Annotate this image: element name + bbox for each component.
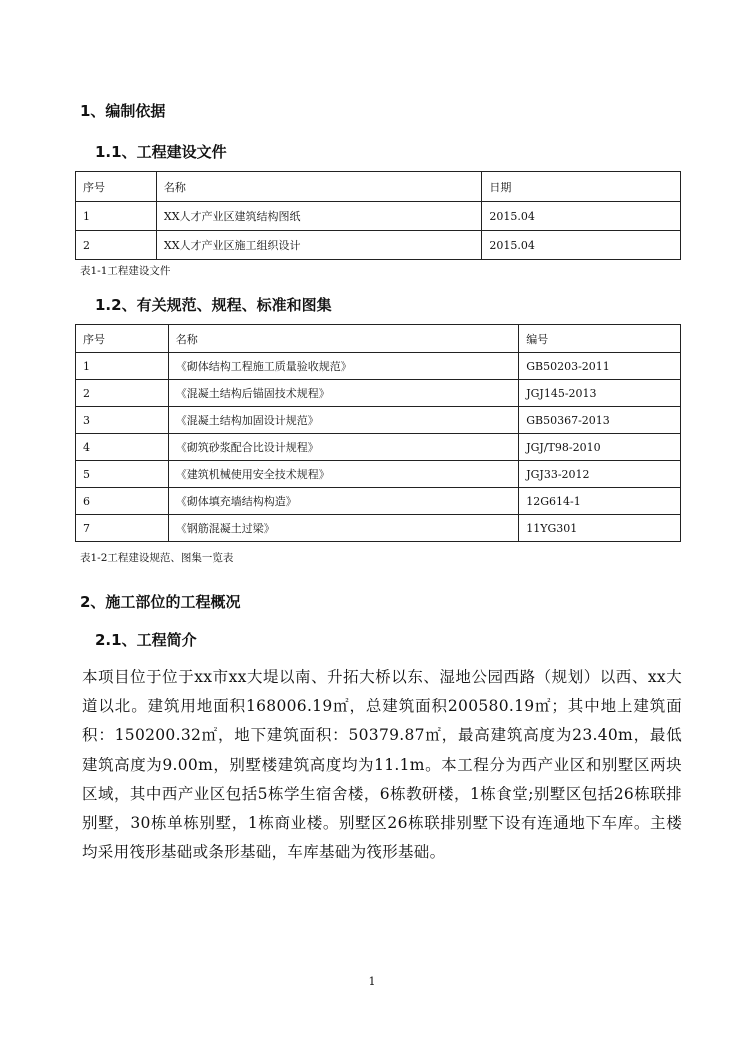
table-cell: 2 bbox=[76, 231, 157, 260]
table-cell: XX人才产业区建筑结构图纸 bbox=[156, 202, 482, 231]
table-cell: JGJ/T98-2010 bbox=[519, 434, 681, 461]
header-cell: 编号 bbox=[519, 325, 681, 353]
table-cell: 6 bbox=[76, 488, 169, 515]
table-cell: 《建筑机械使用安全技术规程》 bbox=[168, 461, 518, 488]
table-cell: JGJ33-2012 bbox=[519, 461, 681, 488]
table-cell: 7 bbox=[76, 515, 169, 542]
table-row bbox=[76, 407, 681, 434]
table-standards bbox=[75, 324, 681, 542]
section-2-title: 2、施工部位的工程概况 bbox=[80, 593, 241, 611]
table-cell: 2015.04 bbox=[482, 202, 681, 231]
table-cell: 11YG301 bbox=[519, 515, 681, 542]
table-engineering-documents bbox=[75, 171, 681, 260]
table-row bbox=[76, 488, 681, 515]
table-cell: 1 bbox=[76, 353, 169, 380]
table-cell: 4 bbox=[76, 434, 169, 461]
table-cell: GB50367-2013 bbox=[519, 407, 681, 434]
table-cell: 2 bbox=[76, 380, 169, 407]
table-cell: 《钢筋混凝土过梁》 bbox=[168, 515, 518, 542]
section-1-title: 1、编制依据 bbox=[80, 102, 166, 120]
table-row bbox=[76, 353, 681, 380]
header-cell: 名称 bbox=[168, 325, 518, 353]
table-cell: 2015.04 bbox=[482, 231, 681, 260]
table-cell: XX人才产业区施工组织设计 bbox=[156, 231, 482, 260]
table-row bbox=[76, 461, 681, 488]
table-header-row bbox=[76, 172, 681, 202]
header-cell: 序号 bbox=[76, 172, 157, 202]
header-cell: 日期 bbox=[482, 172, 681, 202]
table-cell: GB50203-2011 bbox=[519, 353, 681, 380]
table-cell: 《砌体结构工程施工质量验收规范》 bbox=[168, 353, 518, 380]
section-2-1-title: 2.1、工程简介 bbox=[95, 631, 197, 649]
section-1-2-title: 1.2、有关规范、规程、标准和图集 bbox=[95, 296, 332, 314]
table-caption: 表1-2工程建设规范、图集一览表 bbox=[80, 552, 234, 564]
header-cell: 序号 bbox=[76, 325, 169, 353]
table-cell: JGJ145-2013 bbox=[519, 380, 681, 407]
section-1-1-title: 1.1、工程建设文件 bbox=[95, 143, 227, 161]
table-cell: 《混凝土结构加固设计规范》 bbox=[168, 407, 518, 434]
table-row bbox=[76, 515, 681, 542]
table-row bbox=[76, 434, 681, 461]
table-cell: 3 bbox=[76, 407, 169, 434]
table-cell: 《砌筑砂浆配合比设计规程》 bbox=[168, 434, 518, 461]
project-description-paragraph: 本项目位于位于xx市xx大堤以南、升拓大桥以东、湿地公园西路（规划）以西、xx大道以北。建筑用地面积168006.19㎡，总建筑面积200580.19㎡；其中地上建筑面积：150200.32㎡，地下建筑面积：50379.87㎡，最高建筑高度为23.40m，最低建筑高度为9.00m，别墅楼建筑高度均为11.1m。本工程分为西产业区和别墅区两块区域，其中西产业区包括5栋学生宿舍楼，6栋教研楼，1栋食堂;别墅区包括26栋联排别墅，30栋单栋别墅，1栋商业楼。别墅区26栋联排别墅下设有连通地下车库。主楼均采用筏形基础或条形基础，车库基础为筏形基础。 bbox=[82, 668, 682, 862]
table-row bbox=[76, 202, 681, 231]
table-cell: 12G614-1 bbox=[519, 488, 681, 515]
page-number: 1 bbox=[368, 975, 376, 988]
table-header-row bbox=[76, 325, 681, 353]
table-cell: 《混凝土结构后锚固技术规程》 bbox=[168, 380, 518, 407]
table-cell: 《砌体填充墙结构构造》 bbox=[168, 488, 518, 515]
table-cell: 1 bbox=[76, 202, 157, 231]
table-row bbox=[76, 380, 681, 407]
table-cell: 5 bbox=[76, 461, 169, 488]
table-caption: 表1-1工程建设文件 bbox=[80, 265, 171, 277]
table-row bbox=[76, 231, 681, 260]
header-cell: 名称 bbox=[156, 172, 482, 202]
